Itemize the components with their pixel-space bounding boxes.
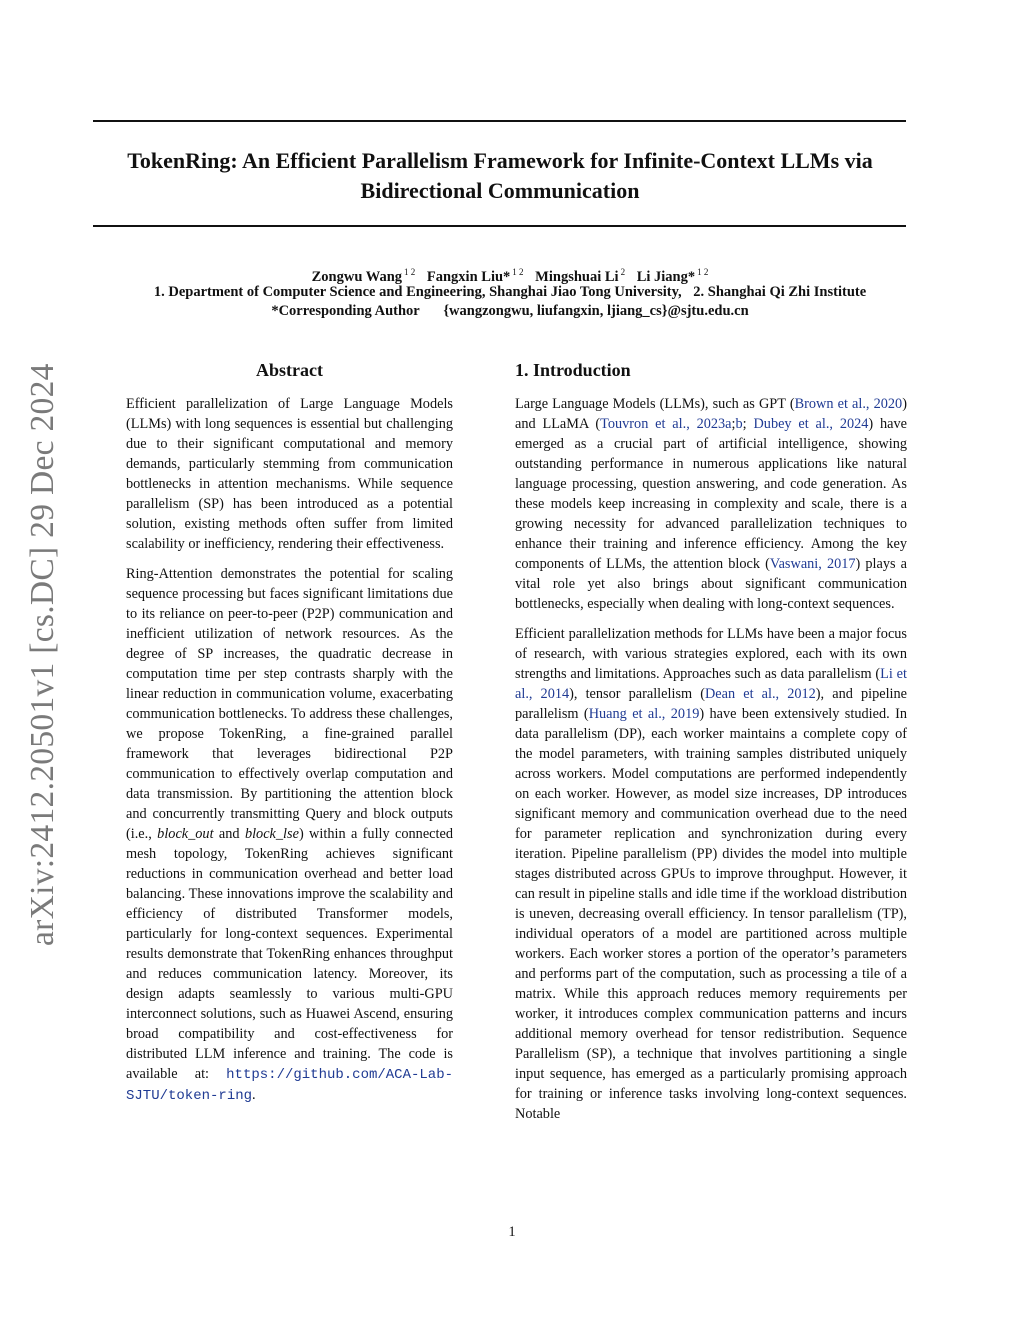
- introduction-text: ;: [742, 416, 754, 432]
- introduction-paragraph-2: [515, 624, 907, 1124]
- abstract-text: and: [213, 826, 245, 842]
- introduction-text: ), and pipeline parallelism (: [515, 686, 908, 722]
- author-affiliation-mark: 1 2: [404, 267, 416, 277]
- corresponding-author: [60, 302, 960, 321]
- page-number: 1: [508, 1224, 516, 1240]
- citation-link[interactable]: b: [735, 416, 743, 432]
- title-line-1: TokenRing: An Efficient Parallelism Framework for Infinite-Context LLMs via: [127, 148, 873, 173]
- citation-link[interactable]: Dean et al., 2012: [704, 686, 816, 702]
- code-url-link[interactable]: https://github.com/ACA-Lab-SJTU/token-ring: [126, 1067, 453, 1104]
- introduction-heading: 1. Introduction: [515, 360, 631, 380]
- author-name: Fangxin Liu*: [426, 269, 511, 285]
- title-line-2: Bidirectional Communication: [360, 178, 640, 203]
- affiliations: [60, 283, 960, 302]
- citation-link[interactable]: Touvron et al., 2023a: [600, 416, 732, 432]
- author-name: Zongwu Wang: [311, 269, 403, 285]
- introduction-text: ) have been extensively studied. In data parallelism (DP), each worker maintains a complete copy of the model parameters, with training samples distributed uniquely across workers. Model computations are performed independently on each worker. However, as model size increases, DP introduces significant memory and communication overhead due to the need for parameter replication and synchronization during every iteration. Pipeline parallelism (PP) divides the model into multiple stages distributed across GPUs to improve throughput. However, it can result in pipeline stalls and idle time if the workload distribution is uneven, decreasing overall efficiency. In tensor parallelism (TP), individual operators of a model are partitioned across multiple workers. Each worker stores a portion of the operator’s parameters and performs part of the computation, such as processing a tile of a matrix. While this approach reduces memory requirements per worker, it introduces complex communication patterns and incurs additional memory overhead for tensor redistribution. Sequence Parallelism (SP), a technique that involves partitioning a single input sequence, has emerged as a particularly promising approach for training or inference tasks involving long-context sequences. Notable: [515, 706, 907, 1122]
- abstract-paragraph-1: Efficient parallelization of Large Language Models (LLMs) with long sequences is essential but challenging due to their significant computational and memory demands, particularly stemming from communication bottlenecks in attention mechanisms. While sequence parallelism (SP) has been introduced as a potential solution, existing methods often suffer from limited scalability or inefficiency, rendering their effectiveness.: [126, 396, 453, 552]
- abstract-text: Ring-Attention demonstrates the potential for scaling sequence processing but faces significant limitations due to its reliance on peer-to-peer (P2P) communication and inefficient utilization of network resources. As the degree of SP increases, the quadratic decrease in computation time per step contrasts sharply with the linear reduction in communication volume, exacerbating communication bottlenecks. To address these challenges, we propose TokenRing, a fine-grained parallel framework that leverages bidirectional P2P communication to effectively overlap computation and data transmission. By partitioning the attention block and concurrently transmitting Query and block outputs (i.e.,: [126, 566, 453, 842]
- abstract-heading: Abstract: [256, 360, 323, 380]
- affiliation-1: 1. Department of Computer Science and Engineering, Shanghai Jiao Tong University,: [153, 284, 682, 300]
- author-name: Li Jiang*: [636, 269, 696, 285]
- citation-link[interactable]: Huang et al., 2019: [588, 706, 700, 722]
- affiliation-2: 2. Shanghai Qi Zhi Institute: [693, 284, 867, 300]
- author-affiliation-mark: 2: [620, 267, 626, 277]
- introduction-column: [515, 358, 907, 1134]
- introduction-text: Large Language Models (LLMs), such as GPT (: [515, 396, 795, 412]
- introduction-paragraph-1: [515, 394, 907, 614]
- introduction-text: ;: [731, 416, 736, 432]
- introduction-text: ) and LLaMA (: [515, 396, 907, 432]
- arxiv-identifier: arXiv:2412.20501v1 [cs.DC] 29 Dec 2024: [24, 363, 61, 946]
- abstract-text: .: [252, 1087, 256, 1103]
- paper-title: [70, 146, 930, 206]
- abstract-text: ) within a fully connected mesh topology, TokenRing achieves significant reductions in communication overhead and better load balancing. These innovations improve the scalability and efficiency of distributed Transformer models, particularly for long-context sequences. Experimental results demonstrate that TokenRing enhances throughput and reduces communication latency. Moreover, its design adapts seamlessly to various multi-GPU interconnect solutions, such as Huawei Ascend, ensuring broad compatibility and cost-effectiveness for distributed LLM inference and training. The code is available at:: [126, 826, 453, 1082]
- introduction-text: Efficient parallelization methods for LLMs have been a major focus of research, with various strategies explored, each with its own strengths and limitations. Approaches such as data parallelism (: [515, 626, 907, 682]
- title-rule-bottom: [93, 225, 906, 227]
- author-affiliation-mark: 1 2: [697, 267, 709, 277]
- abstract-paragraph-2: [126, 564, 453, 1106]
- title-rule-top: [93, 120, 906, 122]
- abstract-column: [126, 358, 453, 1116]
- introduction-text: ) plays a vital role yet also brings about significant communication bottlenecks, especially when dealing with long-context sequences.: [515, 556, 908, 612]
- math-block-out: block_out: [157, 826, 214, 842]
- author-affiliation-mark: 1 2: [512, 267, 524, 277]
- introduction-text: ), tensor parallelism (: [569, 686, 705, 702]
- citation-link[interactable]: Vaswani, 2017: [769, 556, 856, 572]
- author-emails: {wangzongwu, liufangxin, ljiang_cs}@sjtu.edu.cn: [443, 303, 749, 319]
- introduction-text: ) have emerged as a crucial part of artificial intelligence, showing outstanding performance in numerous applications like natural language processing, question answering, and code generation. As these models keep increasing in complexity and scale, there is a growing necessity for advanced parallelization techniques to enhance their training and inference efficiency. Among the key components of LLMs, the attention block (: [515, 416, 907, 572]
- citation-link[interactable]: Dubey et al., 2024: [753, 416, 869, 432]
- author-name: Mingshuai Li: [535, 269, 619, 285]
- citation-link[interactable]: Brown et al., 2020: [794, 396, 903, 412]
- corresponding-label: *Corresponding Author: [271, 303, 420, 319]
- citation-link[interactable]: Li et al., 2014: [515, 666, 907, 702]
- math-block-lse: block_lse: [244, 826, 299, 842]
